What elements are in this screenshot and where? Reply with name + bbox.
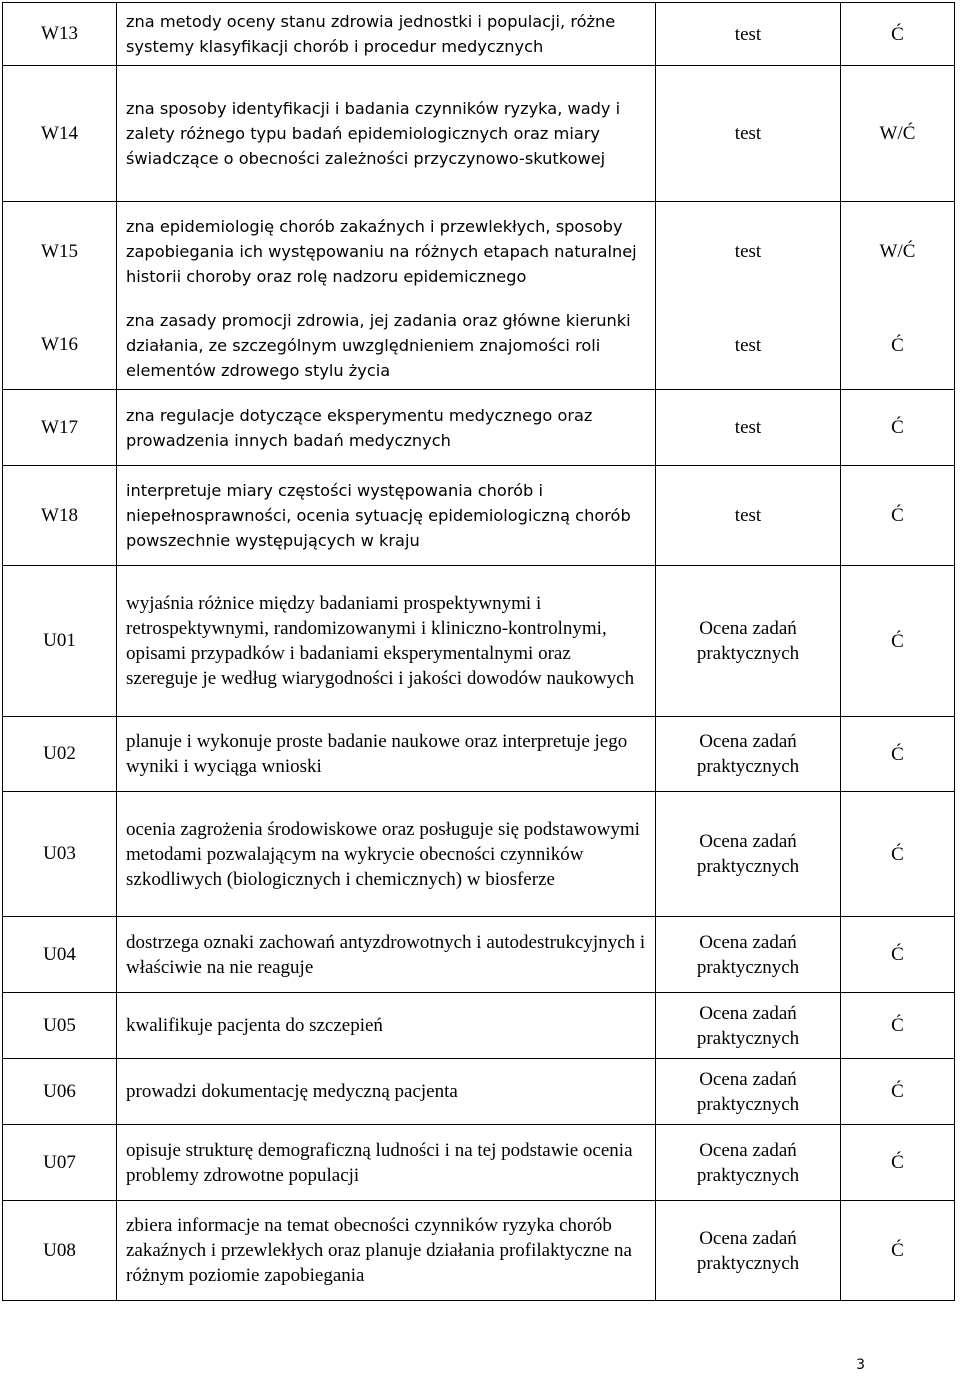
- outcome-code: W17: [3, 390, 117, 466]
- class-form: Ć: [841, 3, 955, 66]
- class-form: Ć: [841, 390, 955, 466]
- class-form: Ć: [841, 792, 955, 917]
- verification-method: test: [656, 202, 841, 302]
- class-form: Ć: [841, 1201, 955, 1301]
- table-row: [3, 302, 955, 390]
- class-form: Ć: [841, 1059, 955, 1125]
- outcome-description: zna metody oceny stanu zdrowia jednostki i populacji, różne systemy klasyfikacji chorób i procedur medycznych: [126, 12, 616, 56]
- table-row: [3, 1059, 955, 1125]
- outcome-description: prowadzi dokumentację medyczną pacjenta: [126, 1081, 458, 1102]
- outcome-code: W15: [3, 202, 117, 302]
- table-row: [3, 917, 955, 993]
- table-row: [3, 717, 955, 792]
- outcome-description: zna zasady promocji zdrowia, jej zadania oraz główne kierunki działania, ze szczególnym uwzględnieniem znajomości roli elementów zdrowego stylu życia: [126, 310, 631, 380]
- outcome-description: wyjaśnia różnice między badaniami prospektywnymi i retrospektywnymi, randomizowanymi i kliniczno-kontrolnymi, opisami przypadków i badaniami eksperymentalnymi oraz szereguje je według wiarygodności i jakości dowodów naukowych: [126, 593, 635, 689]
- verification-method: test: [656, 66, 841, 202]
- learning-outcomes-table: [2, 2, 955, 1301]
- class-form: W/Ć: [841, 202, 955, 302]
- class-form: Ć: [841, 917, 955, 993]
- table-row: [3, 390, 955, 466]
- table-row: [3, 993, 955, 1059]
- outcome-code: W13: [3, 3, 117, 66]
- outcome-description: interpretuje miary częstości występowania chorób i niepełnosprawności, ocenia sytuację epidemiologiczną chorób powszechnie występujących w kraju: [126, 481, 631, 550]
- outcome-description: zna regulacje dotyczące eksperymentu medycznego oraz prowadzenia innych badań medycznych: [126, 405, 593, 450]
- verification-method: Ocena zadań praktycznych: [656, 1125, 841, 1201]
- class-form: Ć: [841, 466, 955, 566]
- outcome-description: dostrzega oznaki zachowań antyzdrowotnych i autodestrukcyjnych i właściwie na nie reaguje: [126, 931, 646, 978]
- outcome-code: W18: [3, 466, 117, 566]
- verification-method: Ocena zadań praktycznych: [656, 917, 841, 993]
- outcome-description: planuje i wykonuje proste badanie naukowe oraz interpretuje jego wyniki i wyciąga wnioski: [126, 731, 628, 777]
- verification-method: Ocena zadań praktycznych: [656, 792, 841, 917]
- outcome-code: U03: [3, 792, 117, 917]
- table-row: [3, 792, 955, 917]
- verification-method: test: [656, 466, 841, 566]
- outcome-code: U04: [3, 917, 117, 993]
- outcome-code: W14: [3, 66, 117, 202]
- outcome-code: W16: [3, 302, 117, 390]
- outcome-description: ocenia zagrożenia środowiskowe oraz posługuje się podstawowymi metodami pozwalającym na wykrycie obecności czynników szkodliwych (biologicznych i chemicznych) w biosferze: [126, 818, 640, 890]
- class-form: Ć: [841, 717, 955, 792]
- verification-method: Ocena zadań praktycznych: [656, 1201, 841, 1301]
- verification-method: Ocena zadań praktycznych: [656, 1059, 841, 1125]
- class-form: Ć: [841, 993, 955, 1059]
- table-row: [3, 1201, 955, 1301]
- verification-method: Ocena zadań praktycznych: [656, 993, 841, 1059]
- outcome-description: zbiera informacje na temat obecności czynników ryzyka chorób zakaźnych i przewlekłych oraz planuje działania profilaktyczne na różnym poziomie zapobiegania: [126, 1215, 632, 1286]
- verification-method: test: [656, 302, 841, 390]
- outcome-code: U08: [3, 1201, 117, 1301]
- table-row: [3, 3, 955, 66]
- page-number: 3: [856, 1357, 865, 1373]
- outcome-code: U05: [3, 993, 117, 1059]
- outcome-description: opisuje strukturę demograficzną ludności i na tej podstawie ocenia problemy zdrowotne populacji: [126, 1139, 633, 1186]
- outcome-description: kwalifikuje pacjenta do szczepień: [126, 1015, 383, 1036]
- outcome-description: zna sposoby identyfikacji i badania czynników ryzyka, wady i zalety różnego typu badań epidemiologicznych oraz miary świadczące o obecności zależności przyczynowo-skutkowej: [126, 99, 621, 168]
- table-row: [3, 66, 955, 202]
- verification-method: test: [656, 3, 841, 66]
- table-row: [3, 466, 955, 566]
- verification-method: test: [656, 390, 841, 466]
- outcome-description: zna epidemiologię chorób zakaźnych i przewlekłych, sposoby zapobiegania ich występowaniu na różnych etapach naturalnej historii choroby oraz rolę nadzoru epidemicznego: [126, 217, 637, 287]
- table-row: [3, 1125, 955, 1201]
- table-row: [3, 202, 955, 302]
- class-form: Ć: [841, 566, 955, 717]
- table-row: [3, 566, 955, 717]
- verification-method: Ocena zadań praktycznych: [656, 717, 841, 792]
- outcome-code: U01: [3, 566, 117, 717]
- class-form: Ć: [841, 1125, 955, 1201]
- outcome-code: U07: [3, 1125, 117, 1201]
- class-form: W/Ć: [841, 66, 955, 202]
- verification-method: Ocena zadań praktycznych: [656, 566, 841, 717]
- class-form: Ć: [841, 302, 955, 390]
- outcome-code: U06: [3, 1059, 117, 1125]
- outcome-code: U02: [3, 717, 117, 792]
